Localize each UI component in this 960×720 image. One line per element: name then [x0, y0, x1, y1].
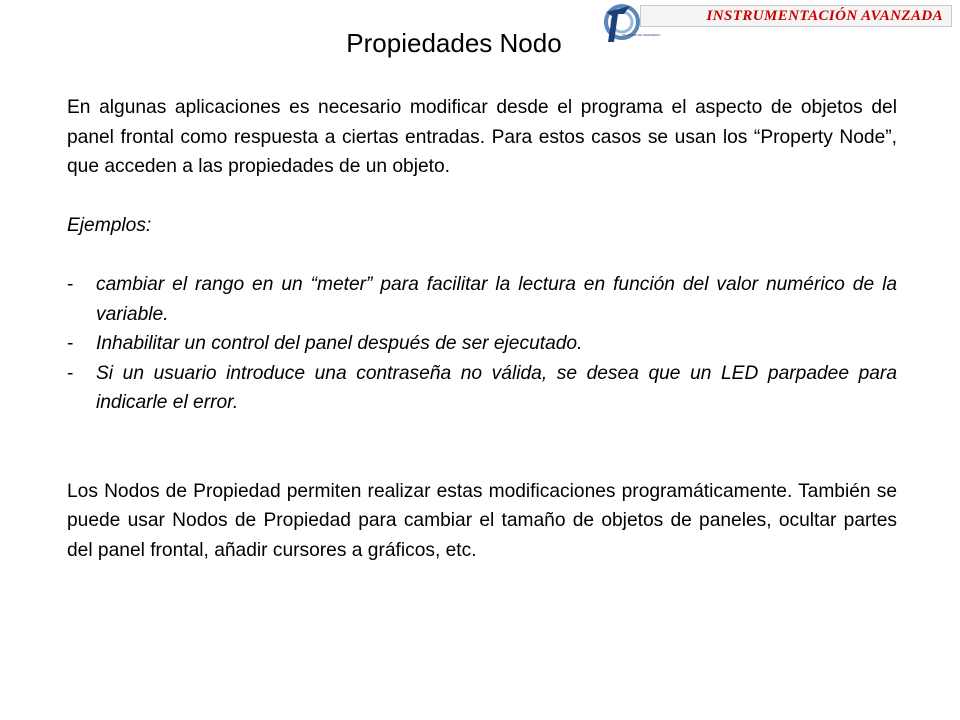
list-item-text: Inhabilitar un control del panel después de ser ejecutado. [96, 333, 583, 354]
slide-body [67, 93, 897, 565]
bullet-dash: - [67, 333, 74, 354]
bullet-dash: - [67, 274, 74, 295]
logo-caption: FACULTAD DE INGENIERIA [622, 33, 661, 37]
list-item-text: cambiar el rango en un “meter” para facilitar la lectura en función del valor numérico de la variable. [96, 274, 897, 325]
list-item [67, 359, 897, 418]
intro-paragraph: En algunas aplicaciones es necesario modificar desde el programa el aspecto de objetos del panel frontal como respuesta a ciertas entradas. Para estos casos se usan los “Property Node”, que acceden a las propiedades de un objeto. [67, 97, 897, 177]
list-item [67, 270, 897, 329]
slide-title: Propiedades Nodo [346, 28, 562, 58]
list-item-text: Si un usuario introduce una contraseña no válida, se desea que un LED parpadee para indicarle el error. [96, 362, 897, 413]
examples-heading: Ejemplos: [67, 215, 152, 236]
bullet-dash: - [67, 362, 74, 384]
list-item [67, 329, 897, 359]
course-banner: INSTRUMENTACIÓN AVANZADA [640, 5, 952, 27]
closing-paragraph: Los Nodos de Propiedad permiten realizar estas modificaciones programáticamente. También se puede usar Nodos de Propiedad para cambiar el tamaño de objetos de paneles, ocultar partes del panel frontal, añadir cursores a gráficos, etc. [67, 480, 897, 561]
examples-list [67, 270, 897, 418]
